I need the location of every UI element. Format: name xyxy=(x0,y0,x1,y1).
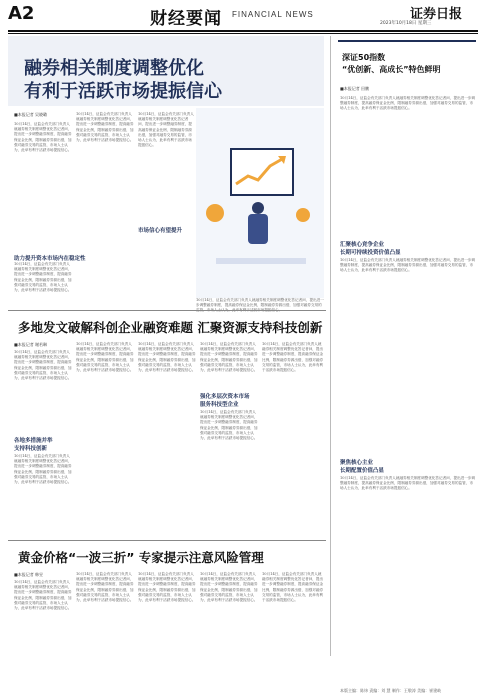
sidebar-subhead-4: 长期配置价值凸显 xyxy=(340,468,385,474)
sidebar-headline-2: “优创新、高成长”特色鲜明 xyxy=(342,65,441,74)
lead-subhead-1: 助力提升资本市场内在稳定性 xyxy=(14,256,86,262)
story3-column-2: 10月14日，证监会有关部门负责人就融券相关制度调整优化答记者问，提出进一步调整融券制度，提高融券保证金比例，限制融券券源出借，加强对融券交易的监管，市场人士认为，此举有利于活跃市场提振信心。 xyxy=(76,572,134,603)
page-footer: 本版主编：陈炜 责编：刘 慧 制作：王敬涛 美编：崔建岐 xyxy=(340,688,442,693)
lead-headline-line2: 有利于活跃市场提振信心 xyxy=(24,81,222,102)
story3-column-3: 10月14日，证监会有关部门负责人就融券相关制度调整优化答记者问，提出进一步调整融券制度，提高融券保证金比例，限制融券券源出借，加强对融券交易的监管，市场人士认为，此举有利于活跃市场提振信心。 xyxy=(138,572,196,603)
sidebar-header-box xyxy=(338,40,476,86)
story3-headline: 黄金价格“一波三折” 专家提示注意风险管理 xyxy=(18,550,264,565)
story2-subhead-4: 服务科技型企业 xyxy=(200,402,239,408)
story2-column-2: 10月14日，证监会有关部门负责人就融券相关制度调整优化答记者问，提出进一步调整融券制度，提高融券保证金比例，限制融券券源出借，加强对融券交易的监管，市场人士认为，此举有利于活跃市场提振信心。 xyxy=(76,342,134,373)
coin-icon xyxy=(206,204,224,222)
person-body-icon xyxy=(248,214,268,244)
header-divider-thin xyxy=(8,33,478,34)
lead-illustration xyxy=(196,108,324,298)
page-section-label: A2 xyxy=(8,3,35,24)
story2-column-1b: 10月14日，证监会有关部门负责人就融券相关制度调整优化答记者问，提出进一步调整融券制度，提高融券保证金比例，限制融券券源出借，加强对融券交易的监管，市场人士认为，此举有利于活跃市场提振信心。 xyxy=(14,454,72,485)
sidebar-text-1: 10月14日，证监会有关部门负责人就融券相关制度调整优化答记者问，提出进一步调整融券制度，提高融券保证金比例，限制融券券源出借，加强对融券交易的监管，市场人士认为，此举有利于活跃市场提振信心。 xyxy=(340,96,475,111)
header-divider xyxy=(8,30,478,32)
coin-icon-small xyxy=(296,208,310,222)
story3-byline: ■本报记者 韩昱 xyxy=(14,572,44,577)
story2-column-5: 10月14日，证监会有关部门负责人就融券相关制度调整优化答记者问，提出进一步调整融券制度，提高融券保证金比例，限制融券券源出借，加强对融券交易的监管，市场人士认为，此举有利于活跃市场提振信心。 xyxy=(262,342,324,373)
person-icon xyxy=(252,202,264,214)
sidebar-text-3: 10月14日，证监会有关部门负责人就融券相关制度调整优化答记者问，提出进一步调整融券制度，提高融券保证金比例，限制融券券源出借，加强对融券交易的监管，市场人士认为，此举有利于活跃市场提振信心。 xyxy=(340,476,475,491)
sidebar-byline: ■本报记者 田鹏 xyxy=(340,86,370,91)
lead-column-3: 10月14日，证监会有关部门负责人就融券相关制度调整优化答记者问，提出进一步调整融券制度，提高融券保证金比例，限制融券券源出借，加强对融券交易的监管，市场人士认为，此举有利于活跃市场提振信心。 xyxy=(138,112,194,148)
floor-stripe xyxy=(216,258,306,264)
story3-column-4: 10月14日，证监会有关部门负责人就融券相关制度调整优化答记者问，提出进一步调整融券制度，提高融券保证金比例，限制融券券源出借，加强对融券交易的监管，市场人士认为，此举有利于活跃市场提振信心。 xyxy=(200,572,258,603)
story2-column-1a: 10月14日，证监会有关部门负责人就融券相关制度调整优化答记者问，提出进一步调整融券制度，提高融券保证金比例，限制融券券源出借，加强对融券交易的监管，市场人士认为，此举有利于活跃市场提振信心。 xyxy=(14,350,72,381)
story2-subhead-3: 强化多层次资本市场 xyxy=(200,394,250,400)
page-title-english: FINANCIAL NEWS xyxy=(232,10,314,19)
story3-column-1: 10月14日，证监会有关部门负责人就融券相关制度调整优化答记者问，提出进一步调整融券制度，提高融券保证金比例，限制融券券源出借，加强对融券交易的监管，市场人士认为，此举有利于活跃市场提振信心。 xyxy=(14,580,72,611)
sidebar-text-2: 10月14日，证监会有关部门负责人就融券相关制度调整优化答记者问，提出进一步调整融券制度，提高融券保证金比例，限制融券券源出借，加强对融券交易的监管，市场人士认为，此举有利于活跃市场提振信心。 xyxy=(340,258,475,273)
lead-column-4: 10月14日，证监会有关部门负责人就融券相关制度调整优化答记者问，提出进一步调整融券制度，提高融券保证金比例，限制融券券源出借，加强对融券交易的 xyxy=(196,298,324,308)
sidebar-subhead-2: 长期可持续投资价值凸显 xyxy=(340,250,401,256)
story2-headline: 多地发文破解科创企业融资难题 汇聚资源支持科技创新 xyxy=(18,320,323,335)
story2-column-3: 10月14日，证监会有关部门负责人就融券相关制度调整优化答记者问，提出进一步调整融券制度，提高融券保证金比例，限制融券券源出借，加强对融券交易的监管，市场人士认为，此举有利于活跃市场提振信心。 xyxy=(138,342,196,373)
sidebar-divider xyxy=(330,36,331,656)
story2-byline: ■本报记者 谢若琳 xyxy=(14,342,48,347)
trend-arrow-icon xyxy=(234,154,288,188)
sidebar-subhead-3: 聚焦核心主业 xyxy=(340,460,374,466)
lead-column-2: 10月14日，证监会有关部门负责人就融券相关制度调整优化答记者问，提出进一步调整融券制度，提高融券保证金比例，限制融券券源出借，加强对融券交易的监管，市场人士认为，此举有利于活跃市场提振信心。 xyxy=(76,112,134,143)
lead-column-1: 10月14日，证监会有关部门负责人就融券相关制度调整优化答记者问，提出进一步调整融券制度，提高融券保证金比例，限制融券券源出借，加强对融券交易的监管，市场人士认为，此举有利于活跃市场提振信心。 xyxy=(14,122,72,153)
issue-date: 2023年10月18日 星期三 xyxy=(380,21,432,26)
story3-column-5: 10月14日，证监会有关部门负责人就融券相关制度调整优化答记者问，提出进一步调整融券制度，提高融券保证金比例，限制融券券源出借，加强对融券交易的监管，市场人士认为，此举有利于活跃市场提振信心。 xyxy=(262,572,324,603)
story2-subhead-2: 支持科技创新 xyxy=(14,446,48,452)
story2-subhead-1: 各地多措施并举 xyxy=(14,438,53,444)
lead-subhead-2: 市场信心有望提升 xyxy=(138,228,183,234)
lead-headline-line1: 融券相关制度调整优化 xyxy=(24,58,204,79)
lead-column-1b: 10月14日，证监会有关部门负责人就融券相关制度调整优化答记者问，提出进一步调整融券制度，提高融券保证金比例，限制融券券源出借，加强对融券交易的监管，市场人士认为，此举有利于活跃市场提振信心。 xyxy=(14,262,72,293)
newspaper-logo: 证券日报 xyxy=(410,7,463,22)
page-title: 财经要闻 xyxy=(150,9,222,29)
story2-column-4a: 10月14日，证监会有关部门负责人就融券相关制度调整优化答记者问，提出进一步调整融券制度，提高融券保证金比例，限制融券券源出借，加强对融券交易的监管，市场人士认为，此举有利于活跃市场提振信心。 xyxy=(200,342,258,373)
lead-byline: ■本报记者 吴晓璐 xyxy=(14,112,48,117)
sidebar-headline-1: 深证50指数 xyxy=(342,53,386,62)
story2-column-4b: 10月14日，证监会有关部门负责人就融券相关制度调整优化答记者问，提出进一步调整融券制度，提高融券保证金比例，限制融券券源出借，加强对融券交易的监管，市场人士认为，此举有利于活跃市场提振信心。 xyxy=(200,410,258,441)
sidebar-subhead-1: 汇聚核心竞争企业 xyxy=(340,242,385,248)
story2-top-rule xyxy=(8,310,326,311)
story3-top-rule xyxy=(8,540,326,541)
